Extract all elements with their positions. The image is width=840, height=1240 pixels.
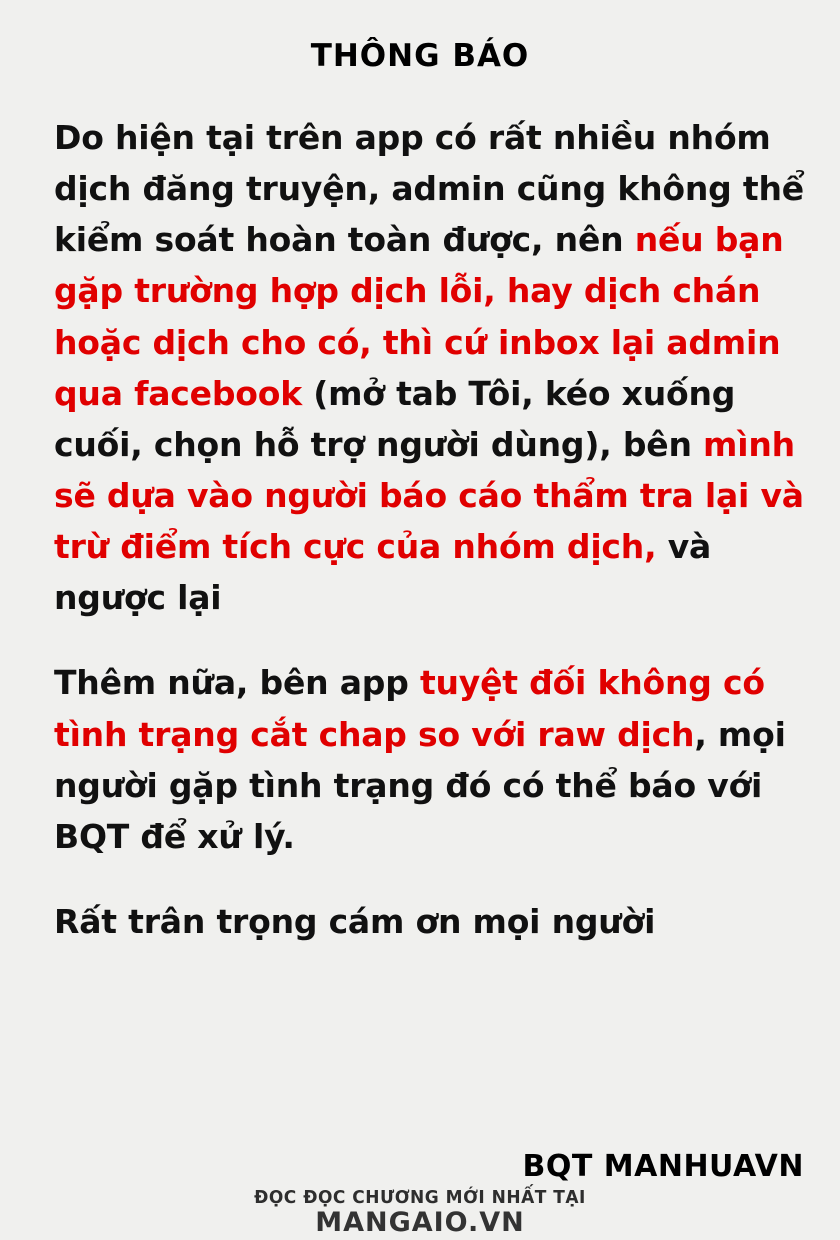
text-segment: mình sẽ dựa vào người báo cáo thẩm tra lại và trừ điểm tích cực của nhóm dịch, <box>54 424 804 567</box>
text-segment: và ngược lại <box>54 527 712 618</box>
text-segment: , mọi người gặp tình trạng đó có thể báo với BQT để xử lý. <box>54 714 786 856</box>
paragraph-2 <box>54 657 806 862</box>
watermark-line-1: ĐỌC ĐỌC CHƯƠNG MỚI NHẤT TẠI <box>254 1187 586 1209</box>
text-segment: (mở tab Tôi, kéo xuống cuối, chọn hỗ trợ người dùng), bên <box>54 373 736 464</box>
watermark <box>0 1187 840 1238</box>
text-segment: tuyệt đối không có tình trạng cắt chap so với raw dịch <box>54 663 765 754</box>
page-title: THÔNG BÁO <box>310 38 530 74</box>
watermark-line-2: MANGAIO.VN <box>315 1207 525 1238</box>
text-segment: nếu bạn gặp trường hợp dịch lỗi, hay dịch chán hoặc dịch cho có, thì cứ inbox lại admin qua facebook <box>54 220 784 413</box>
paragraph-1 <box>54 112 806 623</box>
announcement-body <box>54 112 806 947</box>
signature: BQT MANHUAVN <box>522 1149 804 1184</box>
text-segment: Rất trân trọng cám ơn mọi người <box>54 901 656 941</box>
paragraph-3 <box>54 896 806 947</box>
text-segment: Thêm nữa, bên app <box>54 663 420 703</box>
text-segment: Do hiện tại trên app có rất nhiều nhóm dịch đăng truyện, admin cũng không thể kiểm soát hoàn toàn được, nên <box>54 118 804 260</box>
